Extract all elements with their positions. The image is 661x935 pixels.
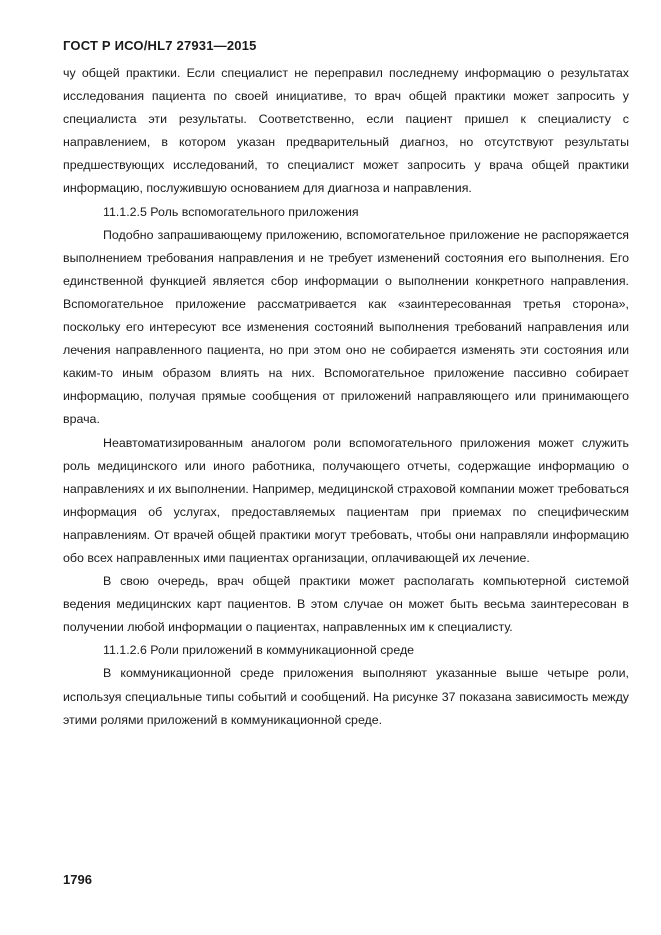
paragraph-continuation: чу общей практики. Если специалист не переправил последнему информацию о результатах исследования пациента по своей инициативе, то врач общей практики может запросить у специалиста эти результаты. Соответственно, если пациент пришел к специалисту с направлением, в котором указан предварительный диагноз, но отсутствуют результаты предшествующих исследований, то специалист может запросить у врача общей практики информацию, послужившую основанием для диагноза и направления. (63, 66, 629, 196)
paragraph-gp-records: В свою очередь, врач общей практики может располагать компьютерной системой ведения медицинских карт пациентов. В этом случае он может быть весьма заинтересован в получении любой информации о пациентах, направленных им к специалисту. (63, 574, 629, 635)
paragraph-auxiliary-application: Подобно запрашивающему приложению, вспомогательное приложение не распоряжается выполнением требования направления и не требует изменений состояния его выполнения. Его единственной функцией является сбор информации о выполнении конкретного направления. Вспомогательное приложение рассматривается как «заинтересованная третья сторона», поскольку его интересуют все изменения состояний выполнения требований направления или лечения направленного пациента, но при этом оно не собирается изменять эти состояния или каким-то иным образом влиять на них. Вспомогательное приложение пассивно собирает информацию, получая прямые сообщения от приложений направляющего или принимающего врача. (63, 227, 629, 427)
page-number: 1796 (63, 872, 92, 887)
section-heading-11-1-2-5: 11.1.2.5 Роль вспомогательного приложения (103, 204, 359, 219)
document-header: ГОСТ Р ИСО/HL7 27931—2015 (63, 38, 257, 53)
paragraph-non-automated-analog: Неавтоматизированным аналогом роли вспомогательного приложения может служить роль медицинского или иного работника, получающего отчеты, содержащие информацию о направлениях и их выполнении. Например, медицинской страховой компании может требоваться информация об услугах, предоставляемых пациентам при приемах по специфическим направлениям. От врачей общей практики могут требовать, чтобы они направляли информацию обо всех направленных ими пациентах организации, оплачивающей их лечение. (63, 435, 629, 565)
section-heading-11-1-2-6: 11.1.2.6 Роли приложений в коммуникационной среде (103, 643, 415, 658)
document-body (63, 62, 629, 732)
paragraph-communication-roles: В коммуникационной среде приложения выполняют указанные выше четыре роли, используя специальные типы событий и сообщений. На рисунке 37 показана зависимость между этими ролями приложений в коммуникационной среде. (63, 666, 629, 727)
